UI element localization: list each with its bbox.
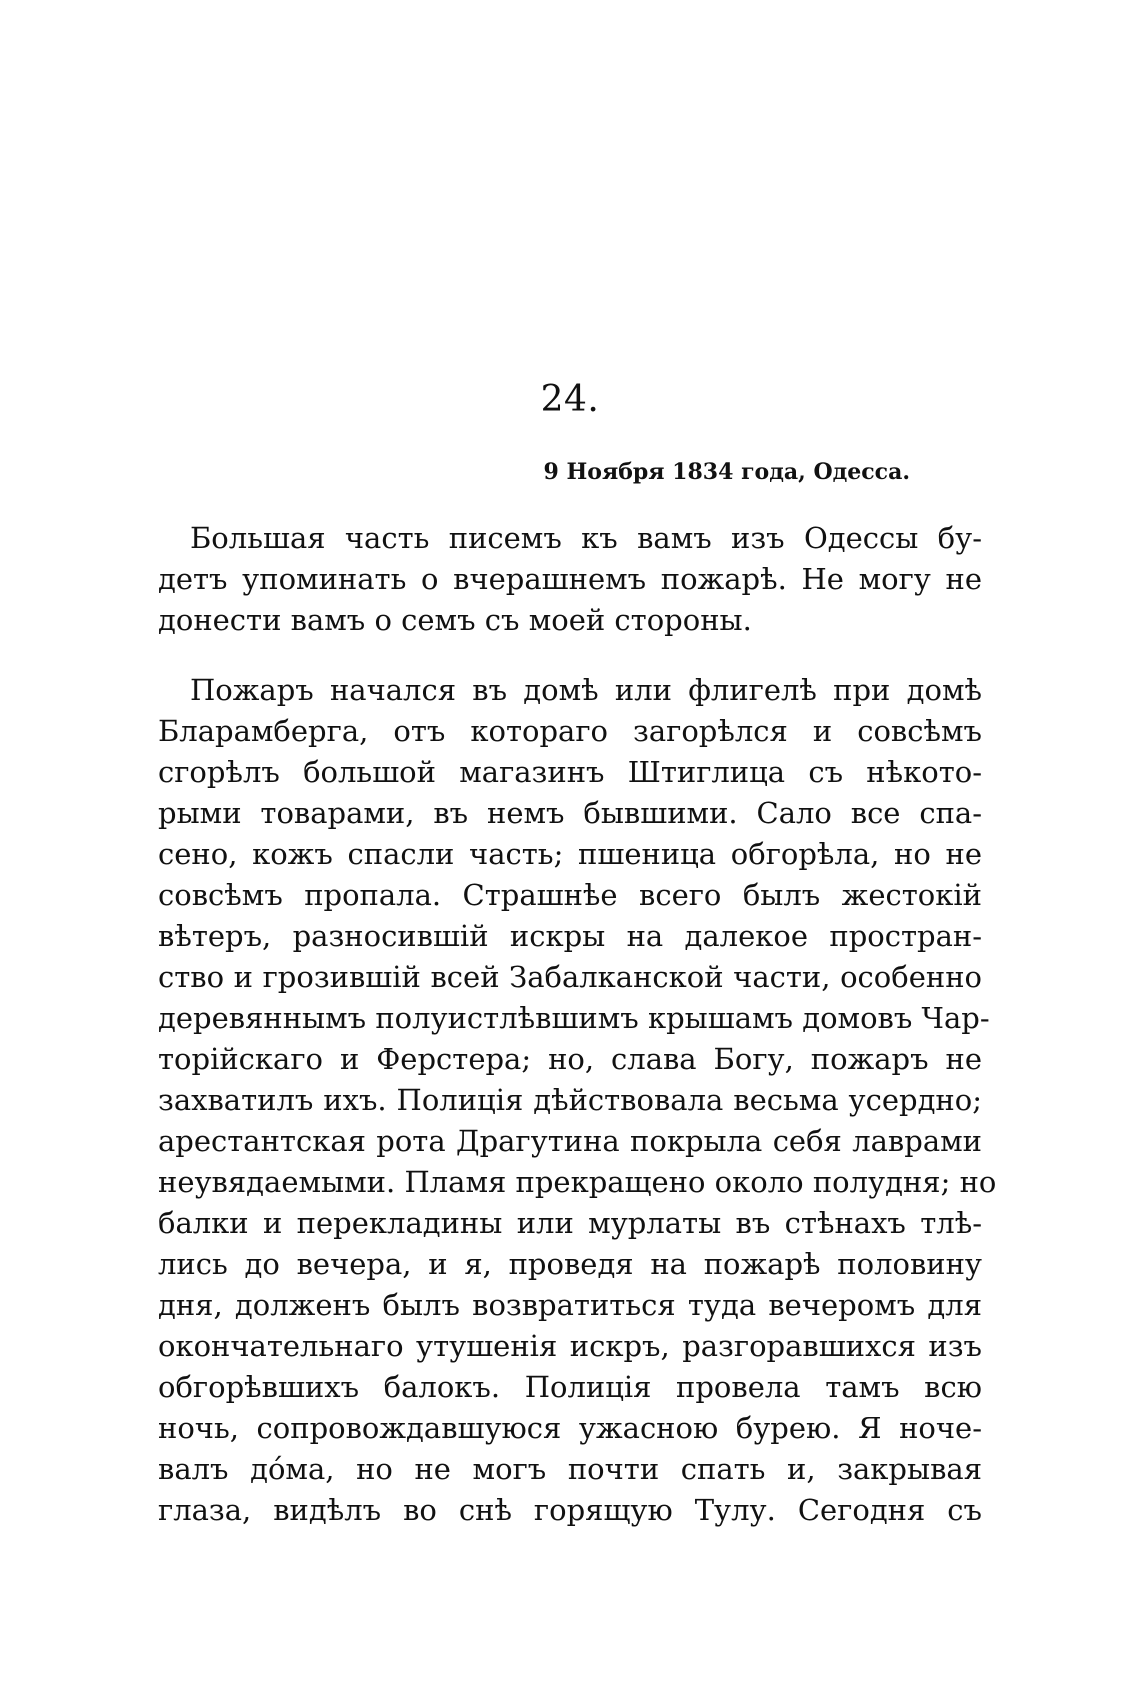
text-line: лись до вечера, и я, проведя на пожарѣ половину [158, 1247, 982, 1281]
text-line: неувядаемыми. Пламя прекращено около полудня; но [158, 1165, 997, 1199]
text-line: совсѣмъ пропала. Страшнѣе всего былъ жестокій [158, 878, 982, 912]
text-line: балки и перекладины или мурлаты въ стѣнахъ тлѣ- [158, 1206, 982, 1240]
letter-dateline: 9 Ноября 1834 года, Одесса. [543, 459, 910, 485]
text-line: донести вамъ о семъ съ моей стороны. [158, 603, 752, 637]
text-line: окончательнаго утушенія искръ, разгоравшихся изъ [158, 1329, 982, 1363]
letter-number: 24. [540, 379, 600, 420]
text-line: вѣтеръ, разносившій искры на далекое простран- [158, 919, 982, 953]
text-line: рыми товарами, въ немъ бывшими. Сало все спа- [158, 796, 982, 830]
text-line: глаза, видѣлъ во снѣ горящую Тулу. Сегодня съ [158, 1493, 982, 1527]
text-line: захватилъ ихъ. Полиція дѣйствовала весьма усердно; [158, 1083, 982, 1117]
text-line: сено, кожъ спасли часть; пшеница обгорѣла, но не [158, 837, 982, 871]
paragraph-1 [158, 518, 982, 641]
text-line: деревяннымъ полуистлѣвшимъ крышамъ домовъ Чар- [158, 1001, 990, 1035]
text-line: торійскаго и Ферстера; но, слава Богу, пожаръ не [158, 1042, 982, 1076]
text-line: валъ до́ма, но не могъ почти спать и, закрывая [158, 1452, 982, 1486]
text-line: арестантская рота Драгутина покрыла себя лаврами [158, 1124, 982, 1158]
text-line: Большая часть писемъ къ вамъ изъ Одессы бу- [190, 521, 982, 555]
text-line: ночь, сопровождавшуюся ужасною бурею. Я ноче- [158, 1411, 982, 1445]
text-line: ство и грозившій всей Забалканской части, особенно [158, 960, 982, 994]
text-line: сгорѣлъ большой магазинъ Штиглица съ нѣкото- [158, 755, 982, 789]
text-line: Пожаръ начался въ домѣ или флигелѣ при домѣ [190, 673, 982, 707]
paragraph-2 [158, 670, 997, 1531]
text-line: обгорѣвшихъ балокъ. Полиція провела тамъ всю [158, 1370, 982, 1404]
text-line: дня, долженъ былъ возвратиться туда вечеромъ для [158, 1288, 982, 1322]
text-line: Бларамберга, отъ котораго загорѣлся и совсѣмъ [158, 714, 982, 748]
text-line: детъ упоминать о вчерашнемъ пожарѣ. Не могу не [158, 562, 982, 596]
